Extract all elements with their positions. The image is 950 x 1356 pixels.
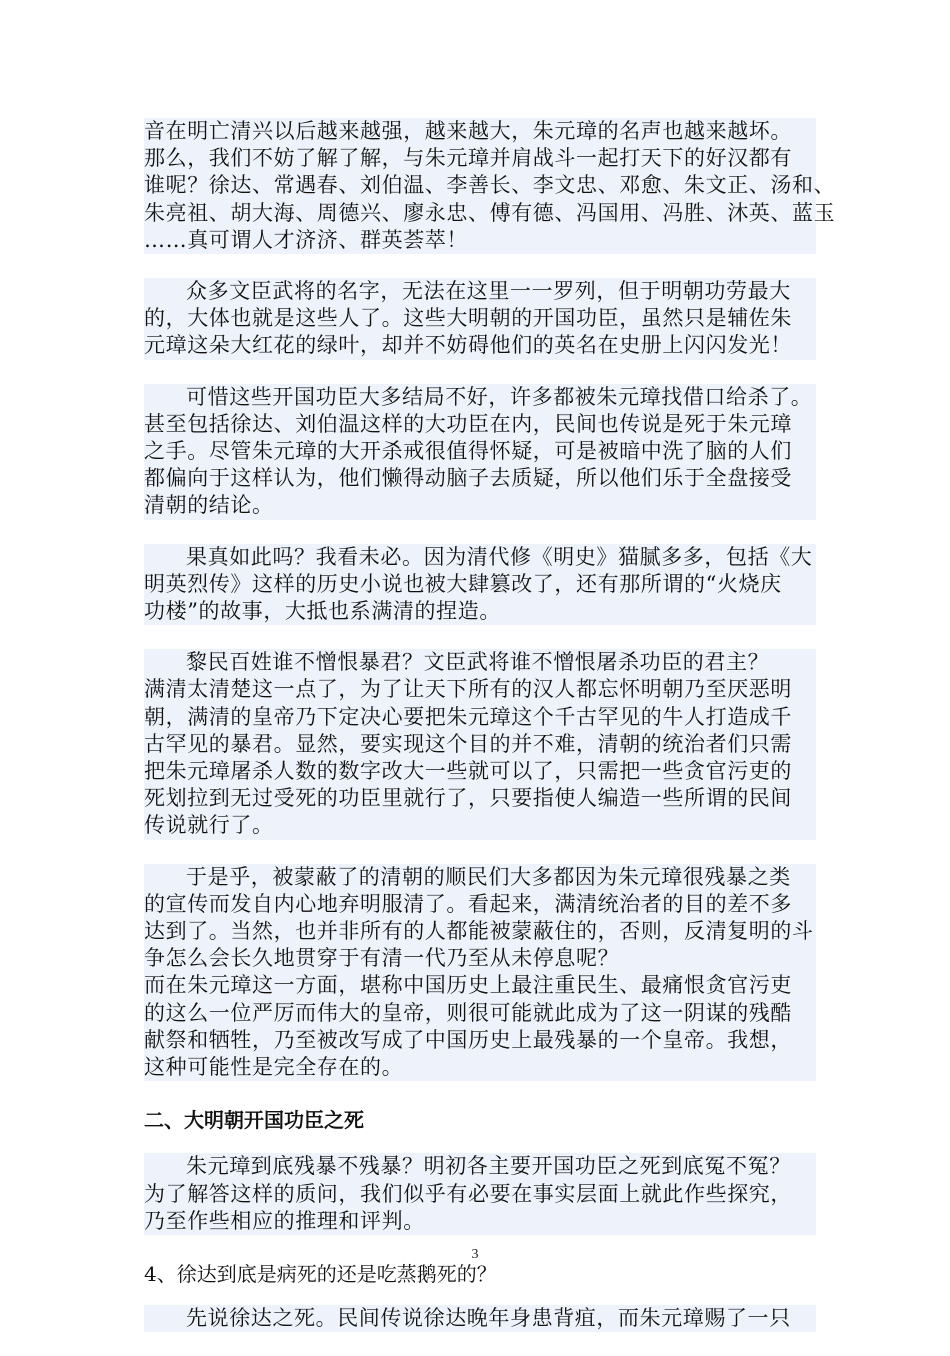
text-line: 朱元璋到底残暴不残暴？明初各主要开国功臣之死到底冤不冤？ bbox=[186, 1154, 791, 1179]
text-line: 众多文臣武将的名字，无法在这里一一罗列，但于明朝功劳最大 bbox=[186, 279, 791, 304]
text-line: 的宣传而发自内心地弃明服清了。看起来，满清统治者的目的差不多 bbox=[144, 891, 792, 916]
text-line: 传说就行了。 bbox=[144, 813, 274, 838]
text-line: 黎民百姓谁不憎恨暴君？文臣武将谁不憎恨屠杀功臣的君主？ bbox=[186, 650, 770, 675]
text-line: 的这么一位严厉而伟大的皇帝，则很可能就此成为了这一阴谋的残酷 bbox=[144, 1000, 792, 1025]
text-line: 把朱元璋屠杀人数的数字改大一些就可以了，只需把一些贪官污吏的 bbox=[144, 759, 792, 784]
text-line: ……真可谓人才济济、群英荟萃！ bbox=[144, 227, 468, 252]
paragraph-5 bbox=[144, 649, 816, 839]
page-number: 3 bbox=[471, 1247, 479, 1262]
paragraph-7 bbox=[144, 972, 816, 1081]
text-line: 达到了。当然，也并非所有的人都能被蒙蔽住的，否则，反清复明的斗 bbox=[144, 919, 814, 944]
text-line: 为了解答这样的质问，我们似乎有必要在事实层面上就此作些探究， bbox=[144, 1181, 792, 1206]
text-line: 的，大体也就是这些人了。这些大明朝的开国功臣，虽然只是辅佐朱 bbox=[144, 306, 792, 331]
document-body bbox=[144, 118, 836, 1356]
text-line: 元璋这朵大红花的绿叶，却并不妨碍他们的英名在史册上闪闪发光！ bbox=[144, 333, 792, 358]
text-line: 献祭和牺牲，乃至被改写成了中国历史上最残暴的一个皇帝。我想， bbox=[144, 1027, 792, 1052]
text-line: 古罕见的暴君。显然，要实现这个目的并不难，清朝的统治者们只需 bbox=[144, 731, 792, 756]
text-line: 谁呢？徐达、常遇春、刘伯温、李善长、李文忠、邓愈、朱文正、汤和、 bbox=[144, 173, 836, 198]
text-line: 满清太清楚这一点了，为了让天下所有的汉人都忘怀明朝乃至厌恶明 bbox=[144, 677, 792, 702]
paragraph-6 bbox=[144, 864, 816, 973]
text-line: 于是乎，被蒙蔽了的清朝的顺民们大多都因为朱元璋很残暴之类 bbox=[186, 864, 791, 889]
paragraph-9 bbox=[144, 1305, 816, 1332]
text-line: 死划拉到无过受死的功臣里就行了，只要指使人编造一些所谓的民间 bbox=[144, 786, 792, 811]
text-line: 甚至包括徐达、刘伯温这样的大功臣在内，民间也传说是死于朱元璋 bbox=[144, 411, 792, 436]
text-line: 清朝的结论。 bbox=[144, 493, 274, 518]
paragraph-4 bbox=[144, 544, 816, 626]
text-line: 明英烈传》这样的历史小说也被大肆篡改了，还有那所谓的“火烧庆 bbox=[144, 571, 782, 596]
section-heading: 二、大明朝开国功臣之死 bbox=[144, 1105, 816, 1135]
text-line: 而在朱元璋这一方面，堪称中国历史上最注重民生、最痛恨贪官污吏 bbox=[144, 973, 792, 998]
paragraph-3 bbox=[144, 384, 816, 520]
text-line: 音在明亡清兴以后越来越强，越来越大，朱元璋的名声也越来越坏。 bbox=[144, 119, 792, 143]
text-line: 朝，满清的皇帝乃下定决心要把朱元璋这个千古罕见的牛人打造成千 bbox=[144, 704, 792, 729]
paragraph-2 bbox=[144, 278, 816, 360]
text-line: 都偏向于这样认为，他们懒得动脑子去质疑，所以他们乐于全盘接受 bbox=[144, 466, 792, 491]
text-line: 那么，我们不妨了解了解，与朱元璋并肩战斗一起打天下的好汉都有 bbox=[144, 146, 792, 171]
text-line: 果真如此吗？我看未必。因为清代修《明史》猫腻多多，包括《大 bbox=[186, 544, 813, 569]
text-line: 可惜这些开国功臣大多结局不好，许多都被朱元璋找借口给杀了。 bbox=[186, 384, 813, 409]
text-line: 这种可能性是完全存在的。 bbox=[144, 1055, 404, 1080]
text-line: 乃至作些相应的推理和评判。 bbox=[144, 1208, 425, 1233]
text-line: 争怎么会长久地贯穿于有清一代乃至从未停息呢？ bbox=[144, 946, 620, 971]
paragraph-1 bbox=[144, 118, 836, 254]
text-line: 之手。尽管朱元璋的大开杀戒很值得怀疑，可是被暗中洗了脑的人们 bbox=[144, 439, 792, 464]
paragraph-8 bbox=[144, 1153, 816, 1235]
subsection-question: 4、徐达到底是病死的还是吃蒸鹅死的？ bbox=[144, 1259, 816, 1289]
text-line: 朱亮祖、胡大海、周德兴、廖永忠、傅有德、冯国用、冯胜、沐英、蓝玉 bbox=[144, 200, 836, 225]
text-line: 功楼”的故事，大抵也系满清的捏造。 bbox=[144, 599, 501, 624]
text-line: 先说徐达之死。民间传说徐达晚年身患背疽，而朱元璋赐了一只 bbox=[186, 1305, 791, 1330]
